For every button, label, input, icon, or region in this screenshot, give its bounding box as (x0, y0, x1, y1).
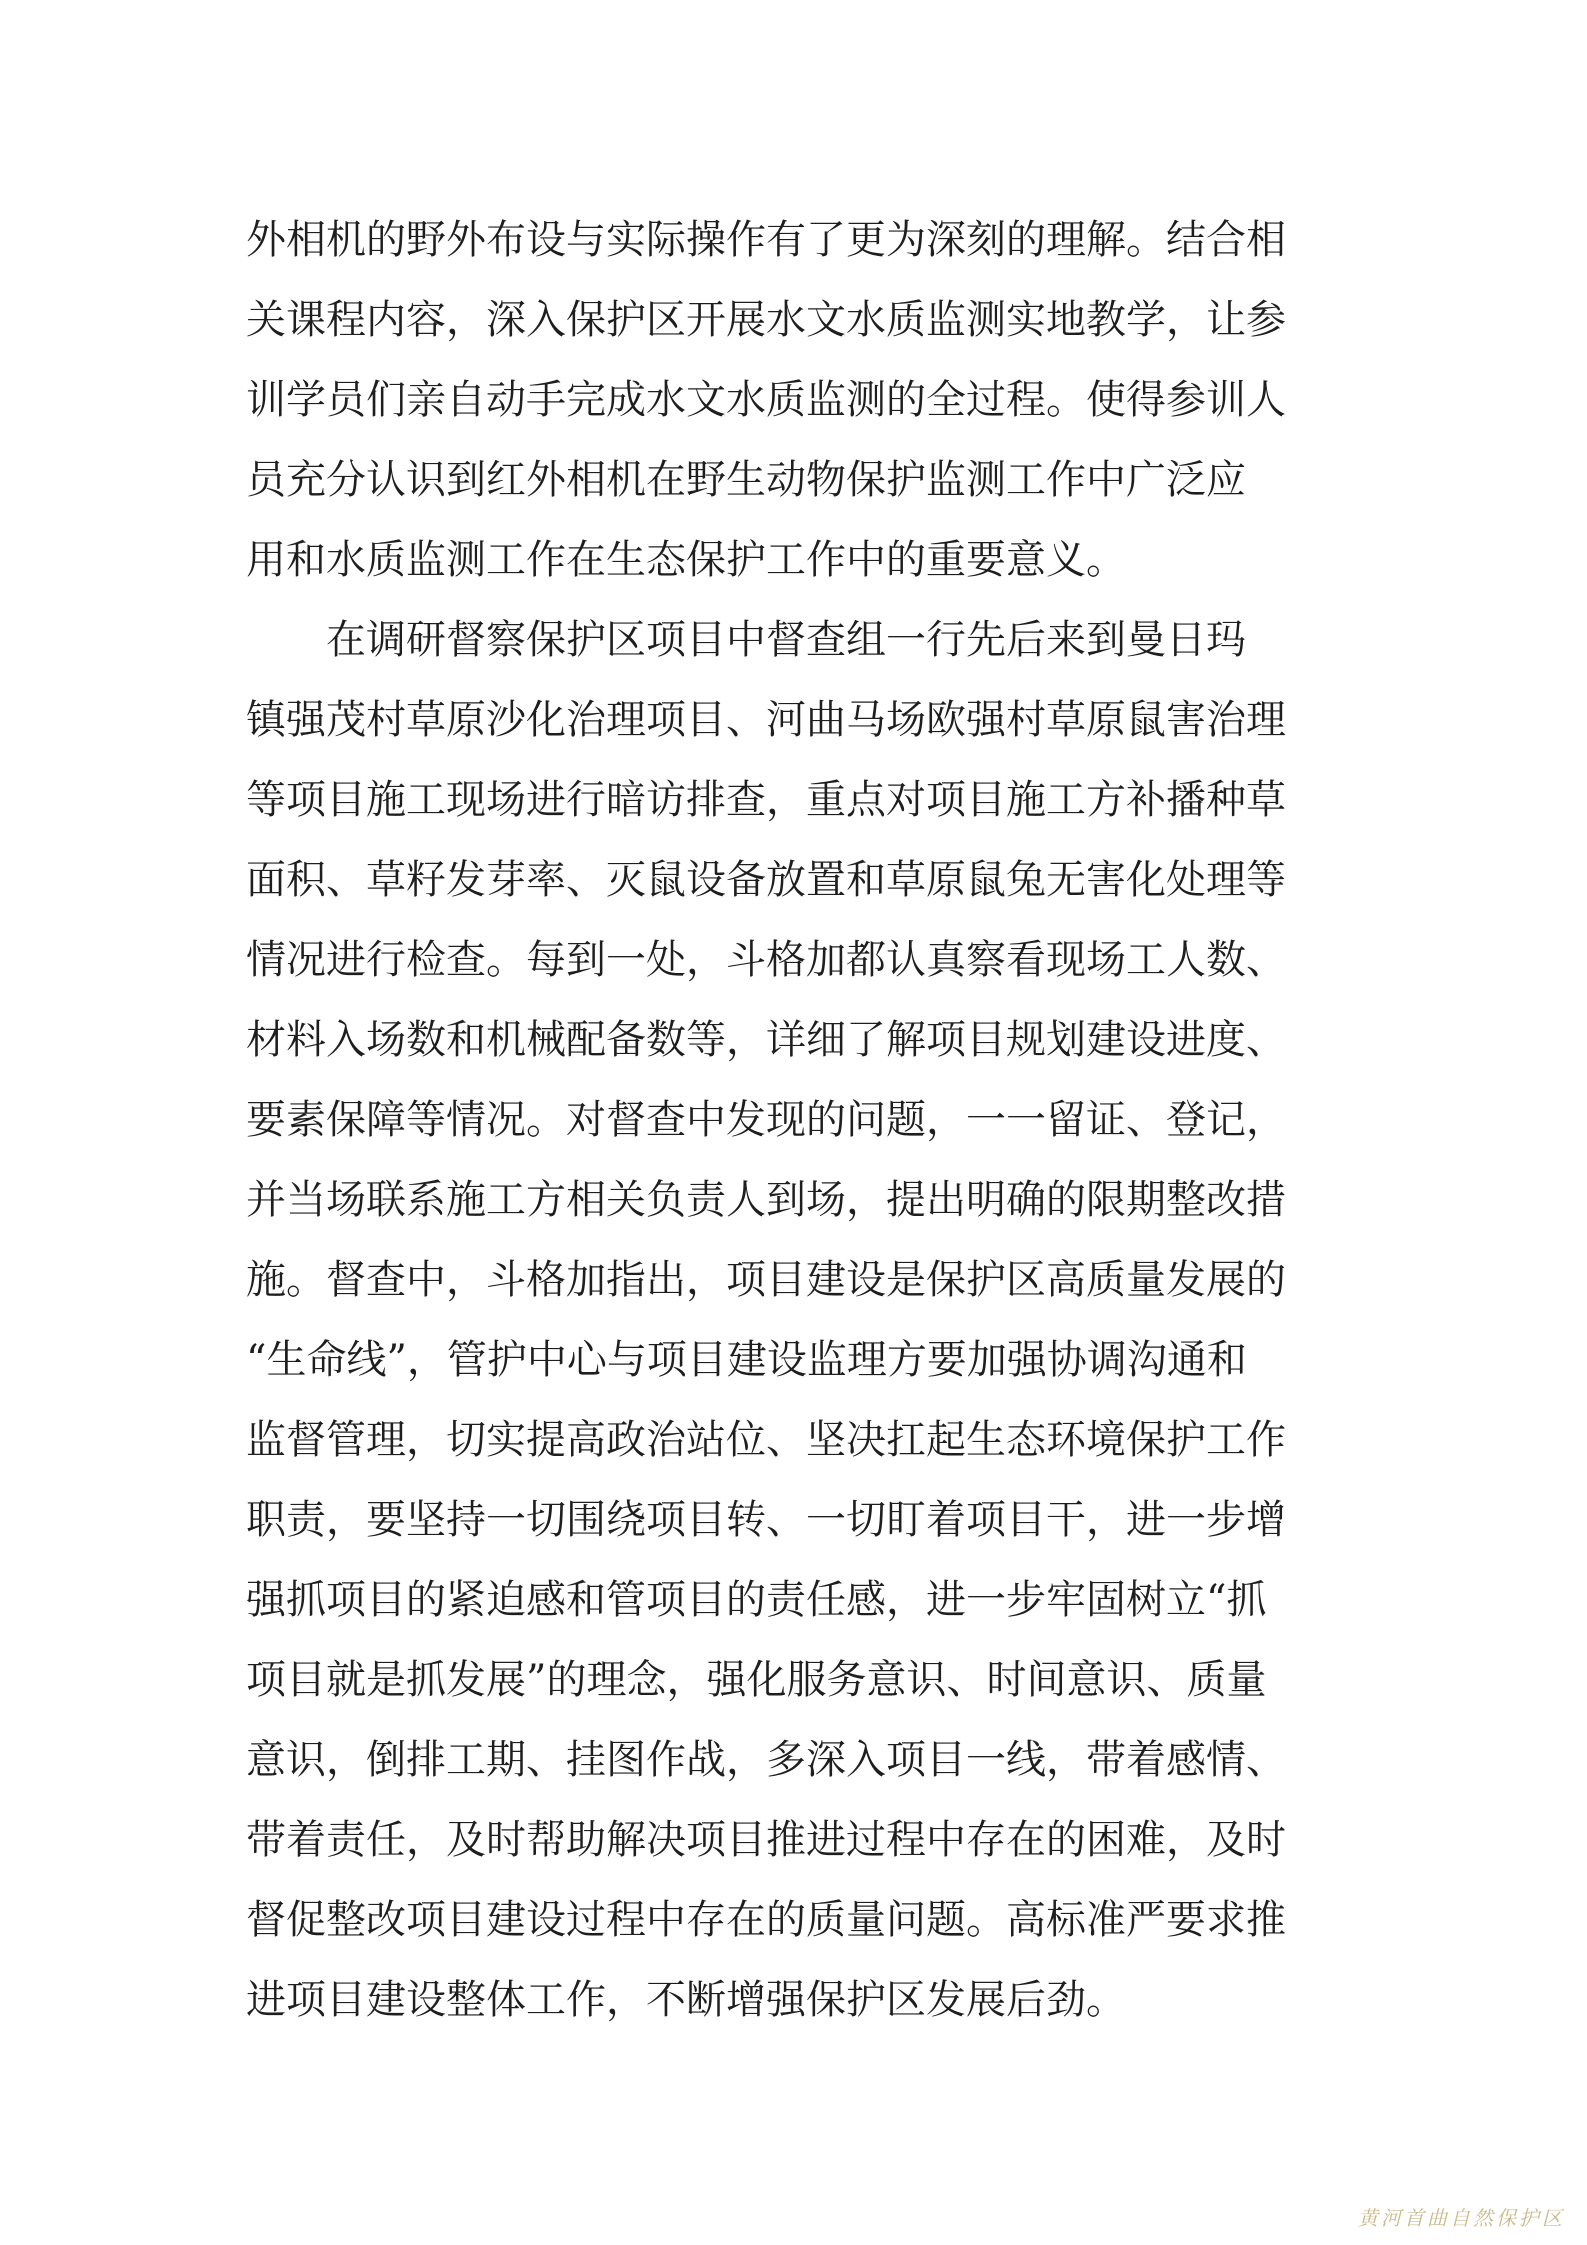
paragraph-2-line-17: 督促整改项目建设过程中存在的质量问题。高标准严要求推 (246, 1897, 1286, 1943)
paragraph-2-line-4: 面积、草籽发芽率、灭鼠设备放置和草原鼠兔无害化处理等 (246, 857, 1286, 903)
paragraph-2-line-3: 等项目施工现场进行暗访排查，重点对项目施工方补播种草 (246, 777, 1286, 823)
paragraph-2-line-5: 情况进行检查。每到一处，斗格加都认真察看现场工人数、 (246, 937, 1286, 983)
paragraph-2-line-1: 在调研督察保护区项目中督查组一行先后来到曼日玛 (326, 617, 1246, 663)
paragraph-2-line-18: 进项目建设整体工作，不断增强保护区发展后劲。 (246, 1977, 1126, 2023)
paragraph-2-line-15: 意识，倒排工期、挂图作战，多深入项目一线，带着感情、 (246, 1737, 1286, 1783)
paragraph-2-line-8: 并当场联系施工方相关负责人到场，提出明确的限期整改措 (246, 1177, 1286, 1223)
paragraph-1-line-4: 员充分认识到红外相机在野生动物保护监测工作中广泛应 (246, 457, 1246, 503)
paragraph-1-line-3: 训学员们亲自动手完成水文水质监测的全过程。使得参训人 (246, 377, 1286, 423)
paragraph-1-line-1: 外相机的野外布设与实际操作有了更为深刻的理解。结合相 (246, 217, 1286, 263)
paragraph-2-line-13: 强抓项目的紧迫感和管项目的责任感，进一步牢固树立“抓 (246, 1577, 1267, 1623)
paragraph-2-line-11: 监督管理，切实提高政治站位、坚决扛起生态环境保护工作 (246, 1417, 1286, 1463)
paragraph-2-line-9: 施。督查中，斗格加指出，项目建设是保护区高质量发展的 (246, 1257, 1286, 1303)
paragraph-2-line-6: 材料入场数和机械配备数等，详细了解项目规划建设进度、 (246, 1017, 1286, 1063)
paragraph-2-line-12: 职责，要坚持一切围绕项目转、一切盯着项目干，进一步增 (246, 1497, 1286, 1543)
paragraph-1-line-5: 用和水质监测工作在生态保护工作中的重要意义。 (246, 537, 1126, 583)
paragraph-2-line-16: 带着责任，及时帮助解决项目推进过程中存在的困难，及时 (246, 1817, 1286, 1863)
paragraph-2-line-2: 镇强茂村草原沙化治理项目、河曲马场欧强村草原鼠害治理 (246, 697, 1286, 743)
paragraph-2-line-7: 要素保障等情况。对督查中发现的问题，一一留证、登记， (246, 1097, 1286, 1143)
paragraph-2-line-10: “生命线”，管护中心与项目建设监理方要加强协调沟通和 (246, 1337, 1247, 1383)
paragraph-1-line-2: 关课程内容，深入保护区开展水文水质监测实地教学，让参 (246, 297, 1286, 343)
paragraph-2-line-14: 项目就是抓发展”的理念，强化服务意识、时间意识、质量 (246, 1657, 1267, 1703)
watermark: 黄河首曲自然保护区 (1358, 2206, 1565, 2230)
